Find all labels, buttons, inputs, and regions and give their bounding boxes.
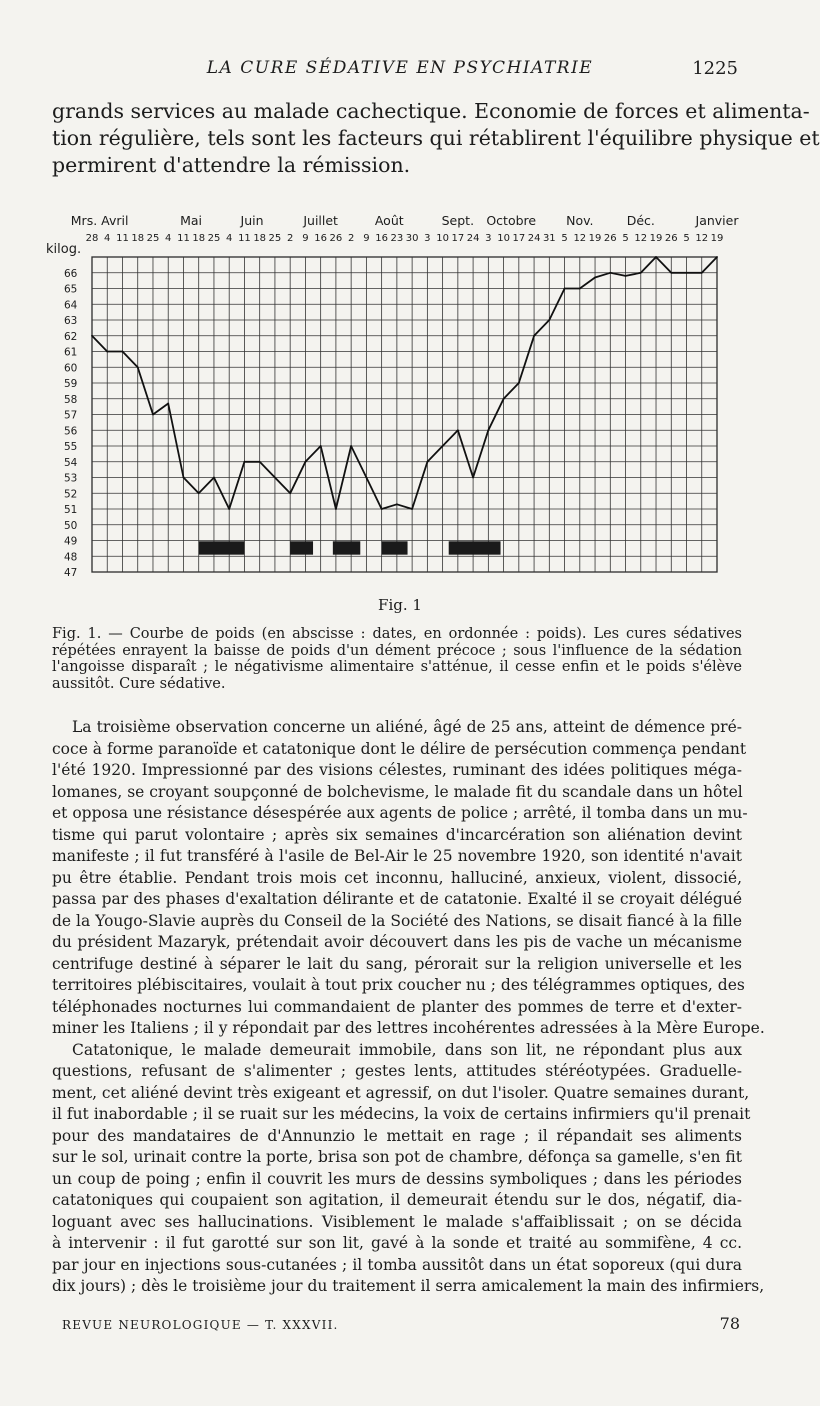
date-label: 17: [451, 233, 465, 244]
text-line: Catatonique, le malade demeurait immobile, dans son lit, ne répondant plus aux: [72, 1040, 742, 1059]
date-label: 25: [146, 233, 160, 244]
date-label: 5: [683, 233, 690, 244]
weight-point: [701, 272, 703, 274]
y-tick-label: 53: [64, 472, 78, 485]
sedation-bar: [290, 541, 313, 554]
date-label: 12: [573, 233, 587, 244]
date-label: 11: [116, 233, 129, 244]
weight-point: [487, 429, 489, 431]
date-label: 10: [497, 233, 510, 244]
weight-point: [122, 351, 124, 353]
text-line: tisme qui parut volontaire ; après six semaines d'incarcération son aliénation devint: [52, 825, 742, 844]
y-tick-label: 58: [64, 393, 78, 406]
weight-point: [91, 335, 93, 337]
weight-point: [305, 461, 307, 463]
text-line: questions, refusant de s'alimenter ; gestes lents, attitudes stéréotypées. Graduelle-: [52, 1062, 742, 1080]
sedation-bar: [449, 541, 501, 554]
sedation-bar: [333, 541, 360, 554]
date-label: 25: [207, 233, 221, 244]
text-line: La troisième observation concerne un aliéné, âgé de 25 ans, atteint de démence pré-: [72, 718, 742, 736]
date-label: 18: [253, 233, 267, 244]
weight-point: [152, 414, 154, 416]
journal-footer: REVUE NEUROLOGIQUE — T. XXXVII.: [62, 1318, 339, 1332]
text-line: l'été 1920. Impressionné par des visions célestes, ruminant des idées politiques méga-: [52, 761, 742, 779]
date-label: 9: [363, 233, 370, 244]
weight-point: [518, 382, 520, 384]
weight-point: [244, 461, 246, 463]
date-label: 25: [268, 233, 282, 244]
date-label: 30: [405, 233, 419, 244]
date-label: 2: [347, 233, 355, 244]
text-line: manifeste ; il fut transféré à l'asile de Bel-Air le 25 novembre 1920, son identité n'avait: [52, 847, 742, 865]
date-label: 4: [165, 233, 172, 244]
date-label: 26: [664, 233, 678, 244]
text-line: à intervenir : il fut garotté sur son lit, gavé à la sonde et traité au sommifène, 4 cc.: [52, 1234, 742, 1252]
y-tick-labels: [64, 268, 78, 579]
date-label: 18: [131, 233, 145, 244]
chart-grid: [92, 257, 717, 572]
weight-point: [274, 477, 276, 479]
date-label: 31: [542, 233, 556, 244]
y-tick-label: 54: [64, 456, 78, 469]
date-label: 12: [695, 233, 709, 244]
text-line: un coup de poing ; enfin il couvrit les murs de dessins symboliques ; dans les périodes: [52, 1169, 742, 1188]
text-line: de la Yougo-Slavie auprès du Conseil de la Société des Nations, se disait fiancé à la fille: [52, 911, 742, 930]
weight-point: [167, 403, 169, 405]
weight-point: [350, 445, 352, 447]
y-tick-label: 64: [64, 299, 78, 312]
weight-point: [472, 477, 474, 479]
date-label: 26: [329, 233, 343, 244]
weight-point: [228, 508, 230, 510]
date-label: 19: [588, 233, 602, 244]
date-label: 24: [527, 233, 541, 244]
text-line: miner les Italiens ; il y répondait par des lettres incohérentes adressées à la Mère Europe.: [52, 1019, 765, 1037]
text-line: loguant avec ses hallucinations. Visiblement le malade s'affaiblissait ; on se décida: [52, 1212, 742, 1231]
weight-point: [716, 256, 718, 258]
page-number: 1225: [692, 58, 738, 79]
month-label: Octobre: [486, 213, 537, 228]
date-label: 18: [192, 233, 206, 244]
weight-point: [335, 508, 337, 510]
weight-point: [548, 319, 550, 321]
weight-point: [396, 503, 398, 505]
date-label: 19: [710, 233, 724, 244]
text-line: territoires plébiscitaires, voulait à tout prix coucher nu ; des télégrammes optiques, des: [52, 976, 745, 994]
text-line: permirent d'attendre la rémission.: [52, 153, 411, 177]
y-tick-label: 47: [64, 567, 78, 579]
weight-point: [670, 272, 672, 274]
y-tick-label: 55: [64, 441, 78, 453]
weight-point: [609, 272, 611, 274]
date-label: 16: [375, 233, 389, 244]
weight-point: [533, 335, 535, 337]
date-label: 17: [512, 233, 526, 244]
weight-point: [365, 477, 367, 479]
date-label: 16: [314, 233, 328, 244]
text-line: téléphonades nocturnes lui commandaient de planter des pommes de terre et d'exter-: [52, 997, 742, 1016]
text-line: et opposa une résistance désespérée aux agents de police ; arrêté, il tomba dans un mu-: [52, 804, 748, 822]
date-label: 9: [302, 233, 309, 244]
y-tick-label: 52: [64, 488, 78, 501]
y-tick-label: 49: [64, 535, 78, 548]
date-label: 4: [226, 233, 233, 244]
y-tick-label: 51: [64, 504, 78, 516]
date-label: 5: [561, 233, 568, 244]
weight-point: [320, 445, 322, 447]
weight-point: [442, 445, 444, 447]
text-line: tion régulière, tels sont les facteurs qui rétablirent l'équilibre physique et: [52, 126, 820, 150]
weight-point: [213, 477, 215, 479]
date-label: 3: [485, 233, 492, 244]
text-line: dix jours) ; dès le troisième jour du traitement il serra amicalement la main des infirmiers,: [52, 1277, 765, 1295]
weight-point: [426, 461, 428, 463]
date-label: 28: [85, 233, 99, 244]
weight-point: [183, 477, 185, 479]
running-title: LA CURE SÉDATIVE EN PSYCHIATRIE: [206, 58, 594, 78]
top-paragraph: [52, 98, 820, 179]
y-tick-label: 61: [64, 346, 78, 359]
month-label: Mai: [180, 213, 203, 228]
date-label: 19: [649, 233, 663, 244]
text-line: sur le sol, urinait contre la porte, brisa son pot de chambre, défonça sa gamelle, s'en fit: [52, 1148, 742, 1166]
text-line: pu être établie. Pendant trois mois cet inconnu, halluciné, anxieux, violent, dissocié,: [52, 868, 742, 887]
date-label: 26: [603, 233, 617, 244]
weight-point: [625, 275, 627, 277]
weight-point: [686, 272, 688, 274]
weight-point: [655, 256, 657, 258]
month-labels: [71, 213, 740, 228]
date-label: 12: [634, 233, 648, 244]
text-line: catatoniques qui coupaient son agitation, il demeurait étendu sur le dos, négatif, dia-: [52, 1191, 742, 1209]
weight-point: [198, 492, 200, 494]
month-label: Déc.: [626, 213, 655, 228]
month-label: Nov.: [566, 213, 594, 228]
month-label: Juillet: [303, 213, 338, 228]
text-line: par jour en injections sous-cutanées ; il tomba aussitôt dans un état soporeux (qui dura: [52, 1255, 742, 1274]
text-line: du président Mazaryk, prétendait avoir découvert dans les pis de vache un mécanisme: [52, 933, 742, 951]
y-tick-label: 63: [64, 315, 78, 327]
weight-point: [381, 508, 383, 510]
y-tick-label: 50: [64, 519, 78, 532]
weight-point: [579, 288, 581, 290]
y-tick-label: 60: [64, 362, 78, 375]
weight-point: [137, 366, 139, 368]
date-label: 11: [238, 233, 251, 244]
month-label: Mrs. Avril: [70, 213, 129, 228]
weight-point: [289, 492, 291, 494]
y-tick-label: 66: [64, 267, 78, 280]
text-line: lomanes, se croyant soupçonné de bolchevisme, le malade fit du scandale dans un hôtel: [52, 782, 743, 801]
date-label: 23: [390, 233, 404, 244]
date-labels: [86, 233, 724, 244]
weight-point: [457, 429, 459, 431]
date-label: 3: [424, 233, 431, 244]
y-tick-label: 65: [64, 283, 78, 296]
weight-point: [411, 508, 413, 510]
date-label: 2: [286, 233, 294, 244]
date-label: 11: [177, 233, 190, 244]
weight-chart: [40, 202, 739, 587]
figure-caption: Fig. 1. — Courbe de poids (en abscisse : dates, en ordonnée : poids). Les cures sédatives répétées enrayent la baisse de poids d'un dément précoce ; sous l'influence de la sédation l'angoisse disparaît ; le négativisme alimentaire s'atténue, il cesse enfin et le poids s'élève aussitôt. Cure sédative.: [52, 626, 742, 692]
month-label: Août: [374, 213, 404, 228]
text-line: il fut inabordable ; il se ruait sur les médecins, la voix de certains infirmiers qu'il prenait: [52, 1105, 751, 1123]
weight-point: [503, 398, 505, 400]
date-label: 10: [436, 233, 449, 244]
text-line: passa par des phases d'exaltation délirante et de catatonie. Exalté il se croyait délégué: [52, 890, 742, 908]
text-line: coce à forme paranoïde et catatonique dont le délire de persécution commença pendant: [52, 739, 747, 758]
y-tick-label: 48: [64, 551, 78, 564]
weight-point: [106, 351, 108, 353]
figure-label: Fig. 1: [378, 596, 422, 614]
month-label: Juin: [240, 213, 264, 228]
month-label: Janvier: [695, 213, 739, 228]
date-label: 4: [104, 233, 111, 244]
date-label: 5: [622, 233, 629, 244]
sedation-bars: [199, 541, 501, 554]
y-tick-label: 57: [64, 409, 78, 422]
text-line: ment, cet aliéné devint très exigeant et agressif, on dut l'isoler. Quatre semaines durant,: [52, 1083, 750, 1102]
y-axis-label: kilog.: [46, 242, 82, 257]
y-tick-label: 56: [64, 425, 78, 438]
weight-point: [564, 288, 566, 290]
text-line: centrifuge destiné à séparer le lait du sang, pérorait sur la religion universelle et les: [52, 954, 742, 973]
body-text: [52, 717, 765, 1298]
y-tick-label: 62: [64, 330, 78, 343]
month-label: Sept.: [441, 213, 475, 228]
date-label: 24: [466, 233, 480, 244]
sheet-number: 78: [719, 1314, 740, 1333]
sedation-bar: [382, 541, 408, 554]
sedation-bar: [199, 541, 245, 554]
text-line: grands services au malade cachectique. Economie de forces et alimenta-: [52, 99, 810, 123]
weight-point: [259, 461, 261, 463]
y-tick-label: 59: [64, 378, 78, 390]
weight-point: [640, 272, 642, 274]
weight-point: [594, 277, 596, 279]
text-line: pour des mandataires de d'Annunzio le mettait en rage ; il répandait ses aliments: [52, 1126, 742, 1145]
